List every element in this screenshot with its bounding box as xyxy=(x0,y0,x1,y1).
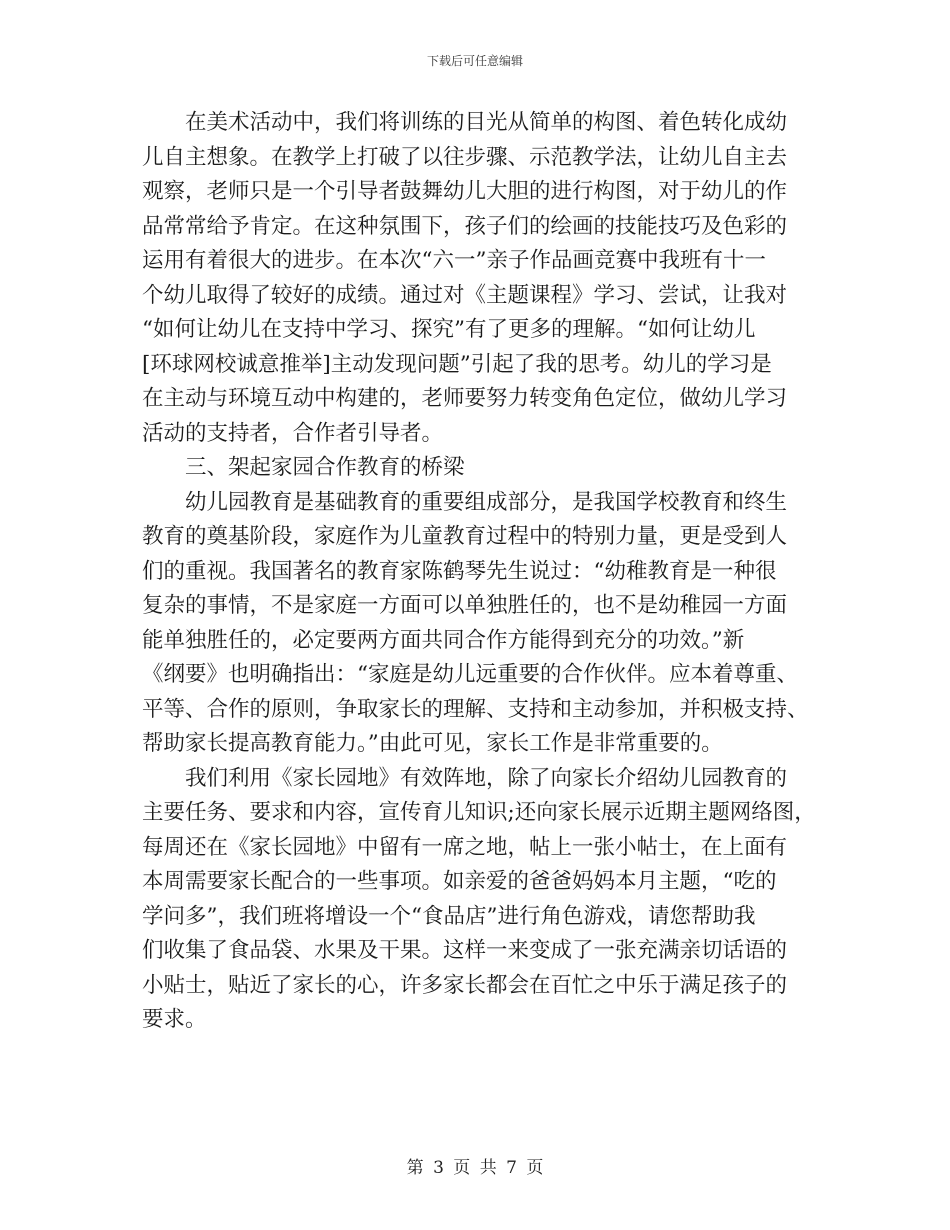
text-line: 要求。 xyxy=(142,1007,207,1032)
page-header: 下载后可任意编辑 xyxy=(426,54,523,68)
text-line: 我们利用《家长园地》有效阵地，除了向家长介绍幼儿园教育的 xyxy=(185,765,788,791)
document-body xyxy=(142,106,814,1038)
text-line: “如何让幼儿在支持中学习、探究”有了更多的理解。“如何让幼儿 xyxy=(142,317,756,342)
text-line: 观察，老师只是一个引导者鼓舞幼儿大胆的进行构图，对于幼儿的作 xyxy=(142,179,788,204)
text-line: 本周需要家长配合的一些事项。如亲爱的爸爸妈妈本月主题，“吃的 xyxy=(142,869,777,894)
text-line: 帮助家长提高教育能力。”由此可见，家长工作是非常重要的。 xyxy=(142,731,723,756)
text-line: 活动的支持者，合作者引导者。 xyxy=(142,420,444,446)
text-line: 在主动与环境互动中构建的，老师要努力转变角色定位，做幼儿学习 xyxy=(142,386,788,411)
text-line: 们的重视。我国著名的教育家陈鹤琴先生说过：“幼稚教育是一种很 xyxy=(142,558,777,584)
text-line: 品常常给予肯定。在这种氛围下，孩子们的绘画的技能技巧及色彩的 xyxy=(142,213,788,239)
text-line: 学问多”，我们班将增设一个“食品店”进行角色游戏，请您帮助我 xyxy=(142,903,756,929)
text-line: 复杂的事情，不是家庭一方面可以单独胜任的，也不是幼稚园一方面 xyxy=(142,593,788,618)
text-line: 每周还在《家长园地》中留有一席之地，帖上一张小帖士，在上面有 xyxy=(142,834,788,860)
page-number: 第 3 页 共 7 页 xyxy=(406,1158,544,1178)
text-line: 在美术活动中，我们将训练的目光从简单的构图、着色转化成幼 xyxy=(185,110,788,135)
text-line: 幼儿园教育是基础教育的重要组成部分，是我国学校教育和终生 xyxy=(185,489,788,515)
text-line: [环球网校诚意推举]主动发现问题”引起了我的思考。幼儿的学习是 xyxy=(142,351,772,377)
text-line: 教育的奠基阶段，家庭作为儿童教育过程中的特别力量，更是受到人 xyxy=(142,524,788,549)
text-line: 们收集了食品袋、水果及干果。这样一来变成了一张充满亲切话语的 xyxy=(142,938,788,963)
text-line: 三、架起家园合作教育的桥梁 xyxy=(185,455,465,480)
text-line: 能单独胜任的，必定要两方面共同合作方能得到充分的功效。”新 xyxy=(142,627,745,653)
text-line: 运用有着很大的进步。在本次“六一”亲子作品画竞赛中我班有十一 xyxy=(142,248,766,273)
text-line: 个幼儿取得了较好的成绩。通过对《主题课程》学习、尝试，让我对 xyxy=(142,282,788,308)
text-line: 平等、合作的原则，争取家长的理解、支持和主动参加，并积极支持、 xyxy=(142,696,809,722)
text-line: 儿自主想象。在教学上打破了以往步骤、示范教学法，让幼儿自主去 xyxy=(142,144,788,170)
text-line: 小贴士，贴近了家长的心，许多家长都会在百忙之中乐于满足孩子的 xyxy=(142,972,788,998)
text-line: 主要任务、要求和内容，宣传育儿知识;还向家长展示近期主题网络图， xyxy=(142,800,816,825)
text-line: 《纲要》也明确指出：“家庭是幼儿远重要的合作伙伴。应本着尊重、 xyxy=(142,662,798,687)
